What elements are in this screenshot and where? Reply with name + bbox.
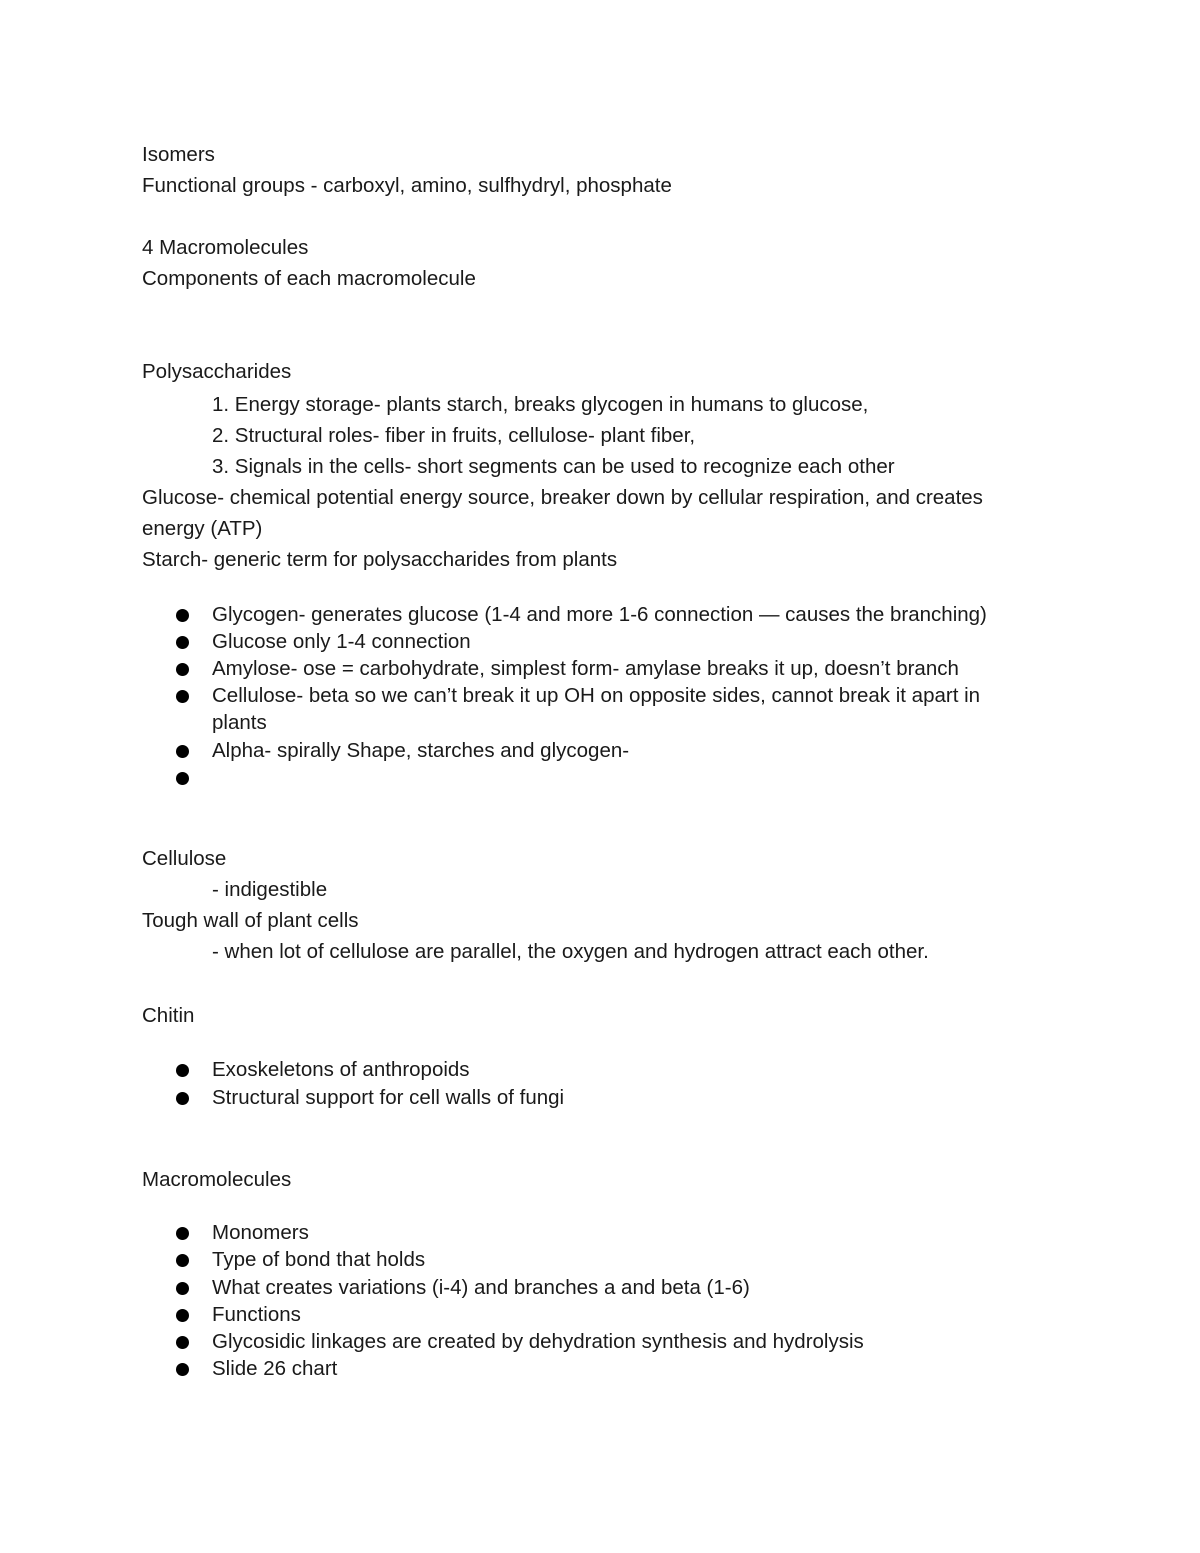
bullet-icon [176, 1227, 189, 1240]
list-item-text: Type of bond that holds [212, 1248, 426, 1271]
list-item-text: plants [212, 711, 267, 734]
functional-groups-line: Functional groups - carboxyl, amino, sulfhydryl, phosphate [142, 174, 672, 197]
macromolecules-count-line: 4 Macromolecules [142, 236, 309, 259]
components-line: Components of each macromolecule [142, 267, 476, 290]
heading-isomers: Isomers [142, 143, 215, 166]
bullet-icon [176, 609, 189, 622]
numbered-item: 2. Structural roles- fiber in fruits, cellulose- plant fiber, [212, 424, 696, 447]
bullet-icon [176, 1363, 189, 1376]
bullet-icon [176, 1282, 189, 1295]
glucose-line: Glucose- chemical potential energy source, breaker down by cellular respiration, and creates [142, 486, 983, 509]
glucose-line-continued: energy (ATP) [142, 517, 263, 540]
tough-wall-line: Tough wall of plant cells [142, 909, 359, 932]
starch-line: Starch- generic term for polysaccharides from plants [142, 548, 618, 571]
numbered-item: 1. Energy storage- plants starch, breaks glycogen in humans to glucose, [212, 393, 869, 416]
list-item-text: What creates variations (i-4) and branches a and beta (1-6) [212, 1276, 750, 1299]
bullet-icon [176, 663, 189, 676]
list-item-text: Amylose- ose = carbohydrate, simplest form- amylase breaks it up, doesn’t branch [212, 657, 959, 680]
bullet-icon [176, 745, 189, 758]
numbered-item: 3. Signals in the cells- short segments can be used to recognize each other [212, 455, 895, 478]
bullet-icon [176, 1254, 189, 1267]
heading-macromolecules: Macromolecules [142, 1168, 292, 1191]
bullet-icon [176, 690, 189, 703]
bullet-icon [176, 1336, 189, 1349]
list-item-text: Exoskeletons of anthropoids [212, 1058, 470, 1081]
list-item-text: Monomers [212, 1221, 309, 1244]
cellulose-parallel-note: - when lot of cellulose are parallel, the oxygen and hydrogen attract each other. [212, 940, 929, 963]
cellulose-note: - indigestible [212, 878, 328, 901]
list-item-text: Glycogen- generates glucose (1-4 and more 1-6 connection — causes the branching) [212, 603, 987, 626]
list-item-text: Cellulose- beta so we can’t break it up OH on opposite sides, cannot break it apart in [212, 684, 981, 707]
bullet-icon [176, 1092, 189, 1105]
bullet-icon [176, 772, 189, 785]
heading-chitin: Chitin [142, 1004, 195, 1027]
list-item-text: Glycosidic linkages are created by dehydration synthesis and hydrolysis [212, 1330, 864, 1353]
list-item-text: Functions [212, 1303, 301, 1326]
bullet-icon [176, 1309, 189, 1322]
list-item-text: Slide 26 chart [212, 1357, 338, 1380]
list-item-text: Glucose only 1-4 connection [212, 630, 471, 653]
bullet-icon [176, 1064, 189, 1077]
list-item-text: Alpha- spirally Shape, starches and glycogen- [212, 739, 630, 762]
heading-polysaccharides: Polysaccharides [142, 360, 292, 383]
bullet-icon [176, 636, 189, 649]
list-item-text: Structural support for cell walls of fungi [212, 1086, 565, 1109]
heading-cellulose: Cellulose [142, 847, 227, 870]
